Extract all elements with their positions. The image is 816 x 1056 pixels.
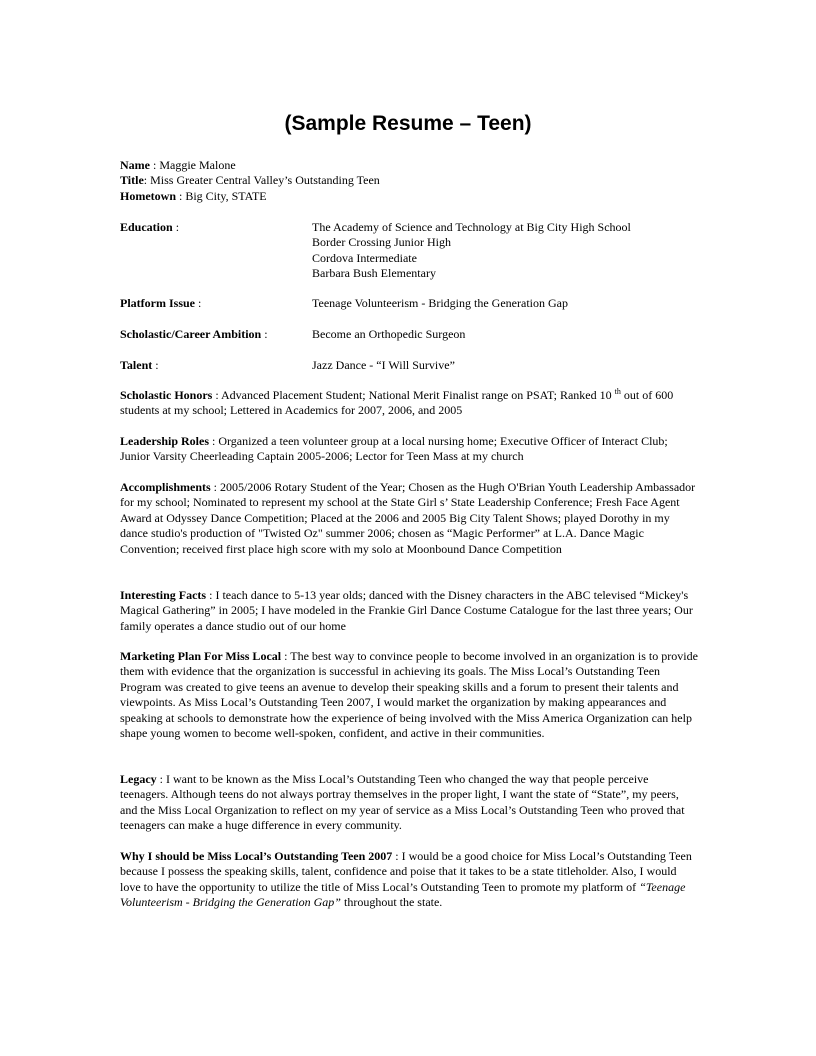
leadership-section: Leadership Roles : Organized a teen volunteer group at a local nursing home; Executive Officer of Interact Club; Junior Varsity Cheerleading Captain 2005-2006; Lector for Teen Mass at my church: [120, 434, 668, 464]
honors-text-a: Advanced Placement Student; National Merit Finalist range on PSAT; Ranked 10: [221, 388, 612, 402]
why-quote: “Teenage Volunteerism - Bridging the Generation Gap”: [120, 879, 686, 910]
legacy-text: I want to be known as the Miss Local’s Outstanding Teen who changed the way that people perceive teenagers. Although teens do not always portray themselves in the proper light, I want the state of “State”, my peers, and the Miss Local Organization to reflect on my year of service as a Miss Local’s Outstanding Teen who proved that teenagers can make a huge difference in every community.: [120, 772, 685, 833]
platform-value: Teenage Volunteerism - Bridging the Generation Gap: [312, 296, 568, 310]
why-text-b: throughout the state.: [343, 895, 443, 910]
hometown-label: Hometown: [120, 188, 176, 203]
why-label: Why I should be Miss Local’s Outstanding Teen 2007: [120, 849, 393, 863]
accomplishments-text: 2005/2006 Rotary Student of the Year; Chosen as the Hugh O'Brian Youth Leadership Ambassador for my school; Nominated to represent my school at the State Girl s’ State Leadership Conference; Fresh Face Agent Award at Odyssey Dance Competition; Placed at the 2006 and 2005 Big City Talent Shows; played Dorothy in my dance studio's production of "Twisted Oz" summer 2006; chosen as “Magic Performer” at L.A. Dance Magic Convention; received first place high score with my solo at Moonbound Dance Competition: [120, 480, 696, 556]
leadership-text: Organized a teen volunteer group at a local nursing home; Executive Officer of Interact Club; Junior Varsity Cheerleading Captain 2005-2006; Lector for Teen Mass at my church: [120, 434, 668, 464]
accomplishments-label: Accomplishments: [120, 480, 211, 494]
name-line: Name : Maggie Malone: [120, 158, 236, 172]
legacy-section: Legacy : I want to be known as the Miss Local’s Outstanding Teen who changed the way that people perceive teenagers. Although teens do not always portray themselves in the proper light, I want the state of “State”, my peers, and the Miss Local Organization to reflect on my year of service as a Miss Local’s Outstanding Teen who proved that teenagers can make a huge difference in every community.: [120, 772, 685, 833]
title-label: Title: [120, 173, 144, 188]
education-label: Education :: [120, 220, 180, 234]
talent-label: Talent :: [120, 358, 159, 372]
platform-label: Platform Issue :: [120, 296, 202, 310]
facts-label: Interesting Facts: [120, 588, 207, 602]
leadership-label: Leadership Roles: [120, 434, 210, 448]
page-title: (Sample Resume – Teen): [284, 112, 532, 135]
education-list: [312, 220, 631, 282]
name-value: Maggie Malone: [159, 158, 236, 172]
accomplishments-section: Accomplishments : 2005/2006 Rotary Student of the Year; Chosen as the Hugh O'Brian Youth Leadership Ambassador for my school; Nominated to represent my school at the State Girl s’ State Leadership Conference; Fresh Face Agent Award at Odyssey Dance Competition; Placed at the 2006 and 2005 Big City Talent Shows; played Dorothy in my dance studio's production of "Twisted Oz" summer 2006; chosen as “Magic Performer” at L.A. Dance Magic Convention; received first place high score with my solo at Moonbound Dance Competition: [120, 480, 696, 556]
marketing-section: Marketing Plan For Miss Local : The best way to convince people to become involved in an organization is to provide them with evidence that the organization is successful in achieving its goals. The Miss Local’s Outstanding Teen Program was created to give teens an avenue to develop their speaking skills and a forum to present their talents and viewpoints. As Miss Local’s Outstanding Teen 2007, I would market the organization by making appearances and speaking at schools to demonstrate how the experience of being involved with the Miss America Organization can help shape young women to become well-spoken, confident, and active in their communities.: [120, 649, 698, 741]
why-section: Why I should be Miss Local’s Outstanding Teen 2007 : I would be a good choice for Miss Local’s Outstanding Teen because I possess the speaking skills, talent, confidence and poise that it takes to be a state titleholder. Also, I would love to have the opportunity to utilize the title of Miss Local’s Outstanding Teen to promote my platform of “Teenage Volunteerism - Bridging the Generation Gap” throughout the state.: [120, 849, 692, 910]
ambition-value: Become an Orthopedic Surgeon: [312, 327, 466, 341]
marketing-text: The best way to convince people to become involved in an organization is to provide them with evidence that the organization is successful in achieving its goals. The Miss Local’s Outstanding Teen Program was created to give teens an avenue to develop their speaking skills and a forum to present their talents and viewpoints. As Miss Local’s Outstanding Teen 2007, I would market the organization by making appearances and speaking at schools to demonstrate how the experience of being involved with the Miss America Organization can help shape young women to become well-spoken, confident, and active in their communities.: [120, 649, 698, 741]
header-block: [120, 158, 698, 204]
title-line: Title: Miss Greater Central Valley’s Outstanding Teen: [120, 173, 380, 188]
education-item: The Academy of Science and Technology at Big City High School: [312, 220, 631, 234]
title-value: Miss Greater Central Valley’s Outstanding Teen: [150, 173, 380, 188]
education-item: Barbara Bush Elementary: [312, 266, 436, 281]
name-label: Name: [120, 158, 150, 172]
hometown-value: Big City, STATE: [185, 188, 267, 203]
honors-label: Scholastic Honors: [120, 388, 213, 402]
why-text-a: I would be a good choice for Miss Local’s Outstanding Teen because I possess the speaking skills, talent, confidence and poise that it takes to be a state titleholder. Also, I would love to have the opportunity to utilize the title of Miss Local’s Outstanding Teen to promote my platform of: [120, 849, 692, 894]
talent-value: Jazz Dance - “I Will Survive”: [312, 358, 455, 372]
honors-sup: th: [614, 387, 621, 396]
marketing-label: Marketing Plan For Miss Local: [120, 649, 282, 663]
legacy-label: Legacy: [120, 772, 157, 786]
education-item: Border Crossing Junior High: [312, 235, 451, 250]
hometown-line: Hometown : Big City, STATE: [120, 188, 267, 203]
honors-text-b: out of 600 students at my school; Lettered in Academics for 2007, 2006, and 2005: [120, 388, 674, 418]
education-item: Cordova Intermediate: [312, 250, 417, 265]
facts-section: Interesting Facts : I teach dance to 5-13 year olds; danced with the Disney characters in the ABC televised “Mickey's Magical Gathering” in 2005; I have modeled in the Frankie Girl Dance Costume Catalogue for the last three years; Our family operates a dance studio out of our home: [120, 588, 693, 633]
honors-section: Scholastic Honors : Advanced Placement Student; National Merit Finalist range on PSAT; Ranked 10 $^{th}$ out of 600 students at my school; Lettered in Academics for 2007, 2006, and 2005: [120, 387, 674, 418]
facts-text: I teach dance to 5-13 year olds; danced with the Disney characters in the ABC televised “Mickey's Magical Gathering” in 2005; I have modeled in the Frankie Girl Dance Costume Catalogue for the last three years; Our family operates a dance studio out of our home: [120, 588, 693, 633]
ambition-label: Scholastic/Career Ambition :: [120, 327, 268, 341]
